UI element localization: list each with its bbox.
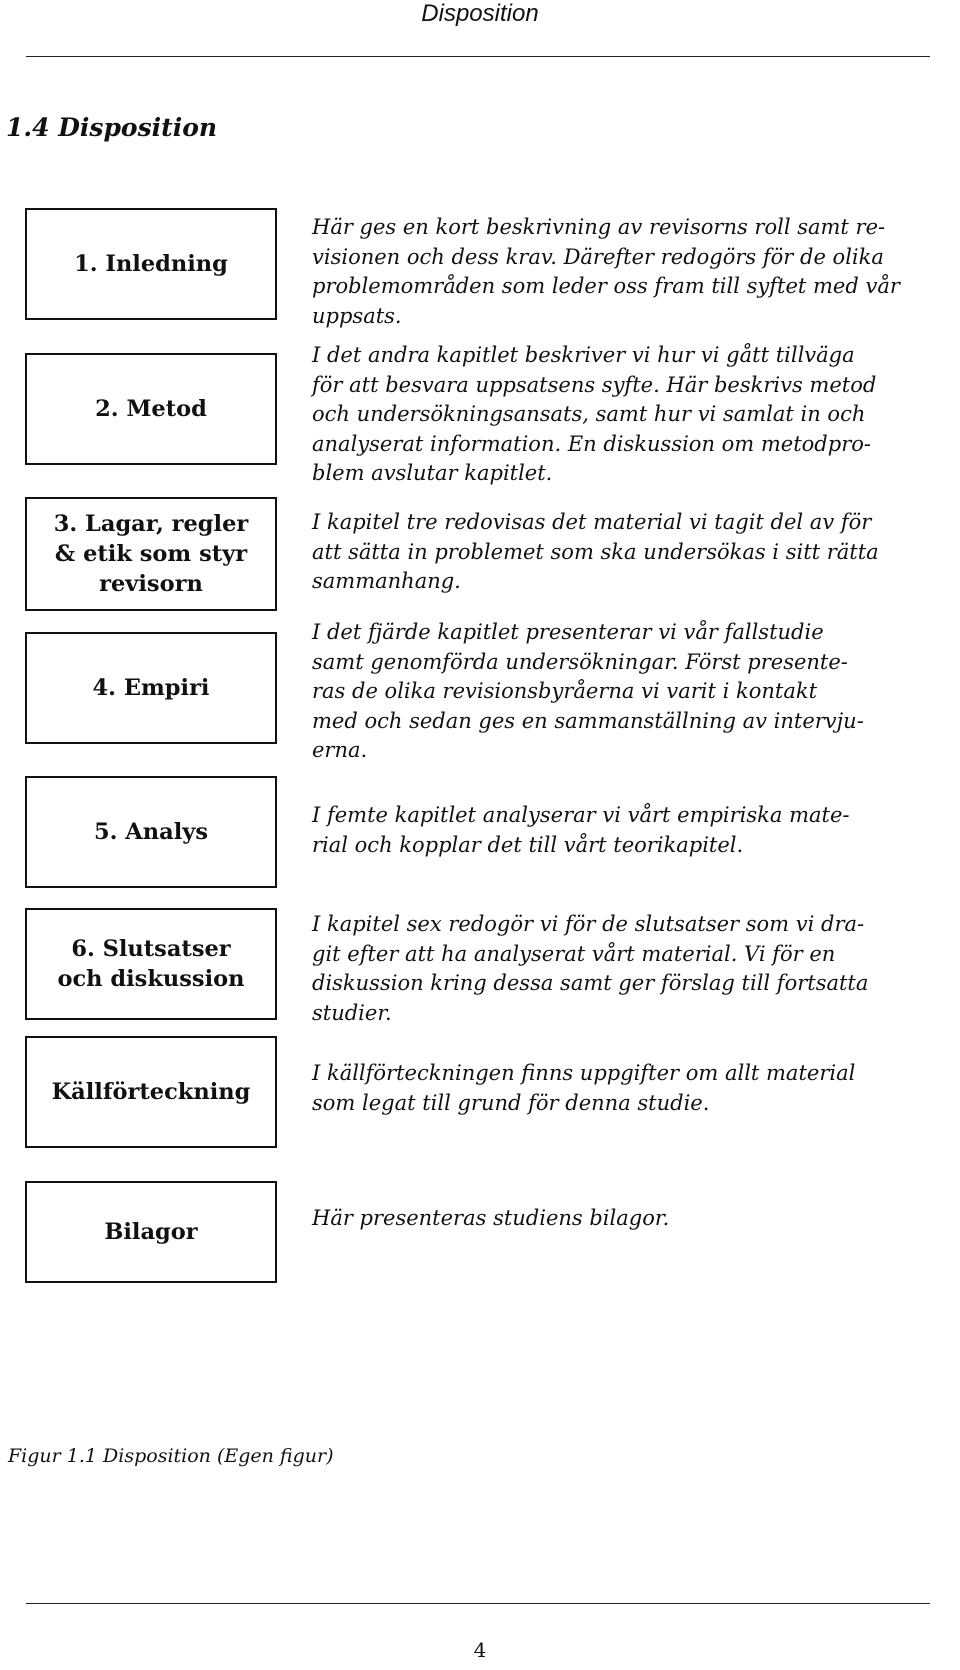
chapter-box-label: 1. Inledning xyxy=(74,251,228,277)
chapter-box-analys xyxy=(25,776,277,888)
chapter-box-bilagor xyxy=(25,1181,277,1283)
figure-caption: Figur 1.1 Disposition (Egen figur) xyxy=(8,1445,334,1467)
chapter-box-slutsatser xyxy=(25,908,277,1020)
chapter-box-inledning xyxy=(25,208,277,320)
chapter-box-lagar-regler-etik xyxy=(25,497,277,611)
header-divider xyxy=(26,56,930,57)
footer-divider xyxy=(26,1603,930,1604)
chapter-description-lagar-regler-etik xyxy=(312,508,932,597)
chapter-description-kallforteckning xyxy=(312,1059,932,1118)
chapter-box-label: 3. Lagar, regler & etik som styr revisorn xyxy=(53,511,249,597)
chapter-description-empiri xyxy=(312,618,932,766)
chapter-description-text: I kapitel tre redovisas det material vi tagit del av för att sätta in problemet som ska undersökas i sitt rätta sammanhang. xyxy=(312,510,879,593)
chapter-box-kallforteckning xyxy=(25,1036,277,1148)
chapter-box-empiri xyxy=(25,632,277,744)
chapter-box-label: 2. Metod xyxy=(95,396,207,422)
chapter-description-text: Här presenteras studiens bilagor. xyxy=(312,1206,670,1230)
chapter-description-text: I kapitel sex redogör vi för de slutsatser som vi dra- git efter att ha analyserat vårt material. Vi för en diskussion kring dessa samt ger förslag till fortsatta studier. xyxy=(312,912,869,1025)
chapter-description-text: I det andra kapitlet beskriver vi hur vi gått tillväga för att besvara uppsatsens syfte. Här beskrivs metod och undersökningsansats, samt hur vi samlat in och analyserat information. En diskussion om metodpro- blem avslutar kapitlet. xyxy=(312,343,877,485)
chapter-box-label: 5. Analys xyxy=(93,819,208,845)
chapter-description-slutsatser xyxy=(312,910,932,1028)
chapter-box-label: 6. Slutsatser och diskussion xyxy=(57,936,245,992)
chapter-description-bilagor xyxy=(312,1204,932,1234)
chapter-description-analys xyxy=(312,801,932,860)
page-number: 4 xyxy=(473,1638,487,1662)
chapter-description-inledning xyxy=(312,213,932,331)
section-heading: 1.4 Disposition xyxy=(6,113,218,142)
chapter-description-text: I femte kapitlet analyserar vi vårt empiriska mate- rial och kopplar det till vårt teorikapitel. xyxy=(312,803,850,857)
chapter-box-metod xyxy=(25,353,277,465)
chapter-description-text: I källförteckningen finns uppgifter om allt material som legat till grund för denna studie. xyxy=(312,1061,856,1115)
running-header: Disposition xyxy=(421,0,539,27)
chapter-box-label: Bilagor xyxy=(104,1219,198,1245)
chapter-description-text: I det fjärde kapitlet presenterar vi vår fallstudie samt genomförda undersökningar. Först presente- ras de olika revisionsbyråerna vi varit i kontakt med och sedan ges en sammanställning av intervju- erna. xyxy=(312,620,864,762)
chapter-description-metod xyxy=(312,341,932,489)
chapter-box-label: 4. Empiri xyxy=(92,675,210,701)
chapter-box-label: Källförteckning xyxy=(51,1079,251,1105)
chapter-description-text: Här ges en kort beskrivning av revisorns roll samt re- visionen och dess krav. Därefter redogörs för de olika problemområden som leder oss fram till syftet med vår uppsats. xyxy=(312,215,900,328)
